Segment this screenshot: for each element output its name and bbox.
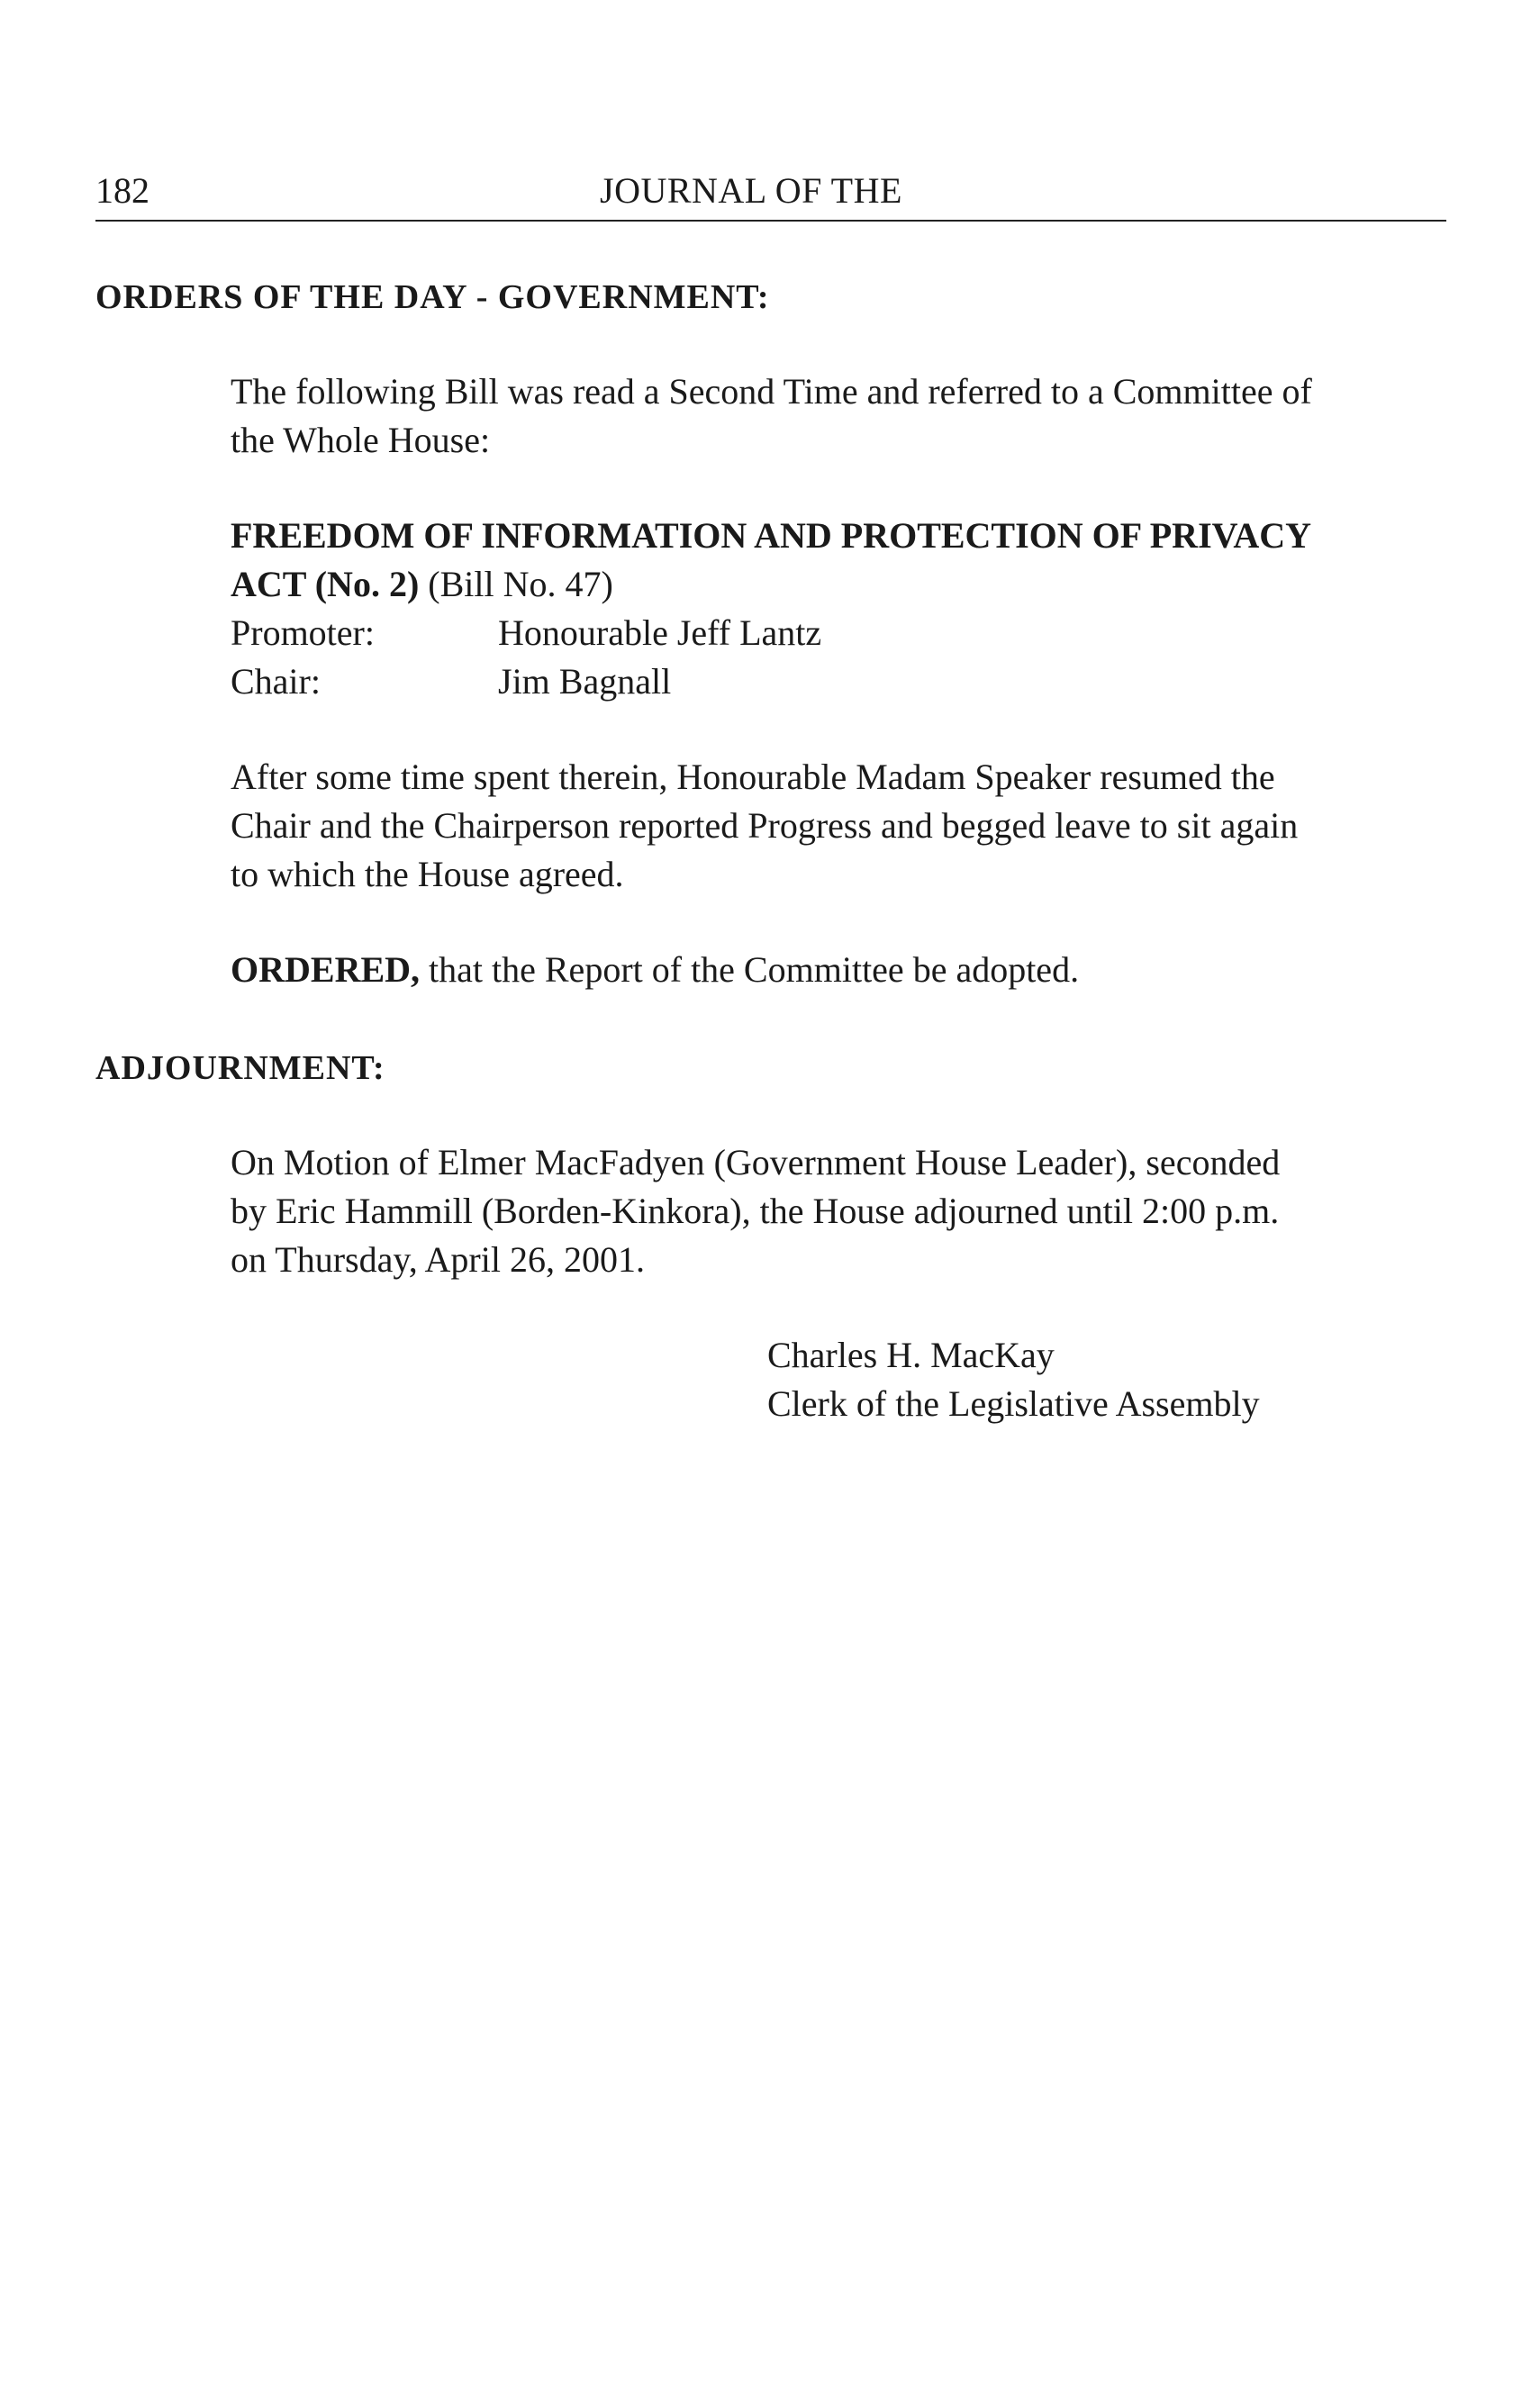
motion-line: On Motion of Elmer MacFadyen (Government House Leader), seconded [231,1142,1281,1182]
adjournment-motion [231,1138,1446,1284]
promoter-label: Promoter: [231,612,375,653]
motion-line: by Eric Hammill (Borden-Kinkora), the House adjourned until 2:00 p.m. [231,1191,1280,1231]
intro-paragraph [231,367,1446,465]
page-number: 182 [95,170,149,211]
journal-title: JOURNAL OF THE [600,170,902,211]
ordered-text: that the Report of the Committee be adopted. [420,949,1080,990]
signature-block [767,1331,1260,1428]
orders-of-the-day-heading: ORDERS OF THE DAY - GOVERNMENT: [95,278,770,316]
bill-number: (Bill No. 47) [419,564,613,604]
intro-line: the Whole House: [231,420,491,460]
bill-entry [231,512,1446,706]
adjournment-heading: ADJOURNMENT: [95,1049,385,1087]
motion-line: on Thursday, April 26, 2001. [231,1239,645,1280]
ordered-paragraph [231,946,1446,994]
progress-paragraph [231,753,1446,899]
bill-title-continued [231,560,1446,609]
chair-label: Chair: [231,661,321,702]
running-head [95,169,1446,222]
chair-row [231,657,1446,706]
signatory-title: Clerk of the Legislative Assembly [767,1383,1260,1424]
signatory-name: Charles H. MacKay [767,1335,1055,1375]
bill-title: FREEDOM OF INFORMATION AND PROTECTION OF PRIVACY [231,515,1312,556]
bill-title-act: ACT (No. 2) [231,564,420,604]
progress-line: After some time spent therein, Honourable Madam Speaker resumed the [231,757,1275,797]
ordered-keyword: ORDERED, [231,949,421,990]
intro-line: The following Bill was read a Second Time and referred to a Committee of [231,371,1312,412]
promoter-row [231,609,1446,657]
promoter-value: Honourable Jeff Lantz [498,612,822,653]
chair-value: Jim Bagnall [498,661,672,702]
progress-line: Chair and the Chairperson reported Progress and begged leave to sit again [231,805,1299,846]
progress-line: to which the House agreed. [231,854,624,894]
